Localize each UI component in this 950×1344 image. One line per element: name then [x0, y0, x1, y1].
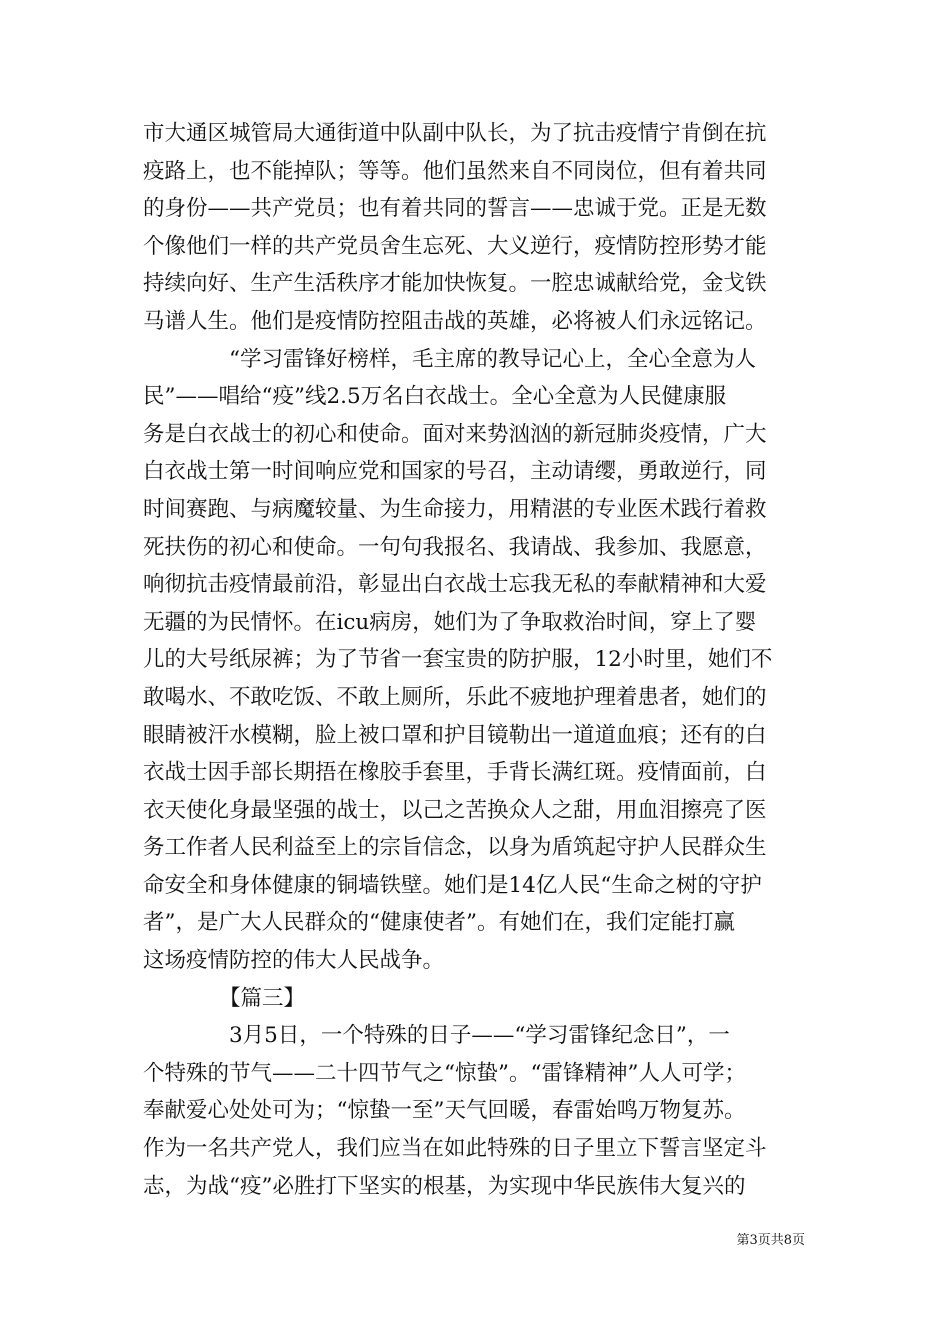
- text-line: 市大通区城管局大通街道中队副中队长，为了抗击疫情宁肯倒在抗: [143, 121, 767, 146]
- text-line: 务是白衣战士的初心和使命。面对来势汹汹的新冠肺炎疫情，广大: [143, 421, 767, 447]
- text-line: 衣天使化身最坚强的战士，以己之苦换众人之甜，用血泪擦亮了医: [143, 797, 767, 823]
- text-line: 志，为战“疫”必胜打下坚实的根基，为实现中华民族伟大复兴的: [143, 1173, 746, 1199]
- text-line: 持续向好、生产生活秩序才能加快恢复。一腔忠诚献给党，金戈铁: [143, 271, 767, 297]
- text-line: 务工作者人民利益至上的宗旨信念，以身为盾筑起守护人民群众生: [143, 835, 767, 861]
- text-line: 作为一名共产党人，我们应当在如此特殊的日子里立下誓言坚定斗: [143, 1136, 767, 1162]
- paragraph-start-line: 3月5日，一个特殊的日子——“学习雷锋纪念日”，一: [229, 1023, 730, 1049]
- page-footer: 第3页共8页: [736, 1233, 805, 1248]
- text-line: 时间赛跑、与病魔较量、为生命接力，用精湛的专业医术践行着救: [143, 496, 767, 522]
- text-line: 马谱人生。他们是疫情防控阻击战的英雄，必将被人们永远铭记。: [143, 308, 767, 334]
- body-text: [143, 115, 823, 1205]
- paragraph-start-line: “学习雷锋好榜样，毛主席的教导记心上，全心全意为人: [229, 346, 756, 372]
- text-line: 个像他们一样的共产党员舍生忘死、大义逆行，疫情防控形势才能: [143, 233, 767, 259]
- text-line: 眼睛被汗水模糊，脸上被口罩和护目镜勒出一道道血痕；还有的白: [143, 722, 767, 748]
- text-line: 命安全和身体健康的铜墙铁壁。她们是14亿人民“生命之树的守护: [143, 872, 762, 898]
- text-line: 白衣战士第一时间响应党和国家的号召，主动请缨，勇敢逆行，同: [143, 459, 767, 485]
- text-line: 响彻抗击疫情最前沿，彰显出白衣战士忘我无私的奉献精神和大爱: [143, 572, 767, 598]
- text-line: 死扶伤的初心和使命。一句句我报名、我请战、我参加、我愿意，: [143, 534, 767, 560]
- text-line: 的身份——共产党员；也有着共同的誓言——忠诚于党。正是无数: [143, 196, 767, 222]
- text-line: 敢喝水、不敢吃饭、不敢上厕所，乐此不疲地护理着患者，她们的: [143, 684, 767, 710]
- section-heading: 【篇三】: [219, 985, 306, 1011]
- text-line: 疫路上，也不能掉队；等等。他们虽然来自不同岗位，但有着共同: [143, 158, 767, 184]
- text-line: 这场疫情防控的伟大人民战争。: [143, 948, 445, 974]
- text-line: 个特殊的节气——二十四节气之“惊蛰”。“雷锋精神”人人可学；: [143, 1060, 746, 1086]
- text-line: 无疆的为民情怀。在icu病房，她们为了争取救治时间，穿上了婴: [143, 609, 757, 635]
- text-line: 衣战士因手部长期捂在橡胶手套里，手背长满红斑。疫情面前，白: [143, 760, 767, 786]
- text-line: 民”——唱给“疫”线2.5万名白衣战士。全心全意为人民健康服: [143, 384, 727, 410]
- text-line: 儿的大号纸尿裤；为了节省一套宝贵的防护服，12小时里，她们不: [143, 647, 773, 673]
- text-line: 奉献爱心处处可为；“惊蛰一至”天气回暖，春雷始鸣万物复苏。: [143, 1098, 746, 1124]
- text-line: 者”，是广大人民群众的“健康使者”。有她们在，我们定能打赢: [143, 910, 735, 936]
